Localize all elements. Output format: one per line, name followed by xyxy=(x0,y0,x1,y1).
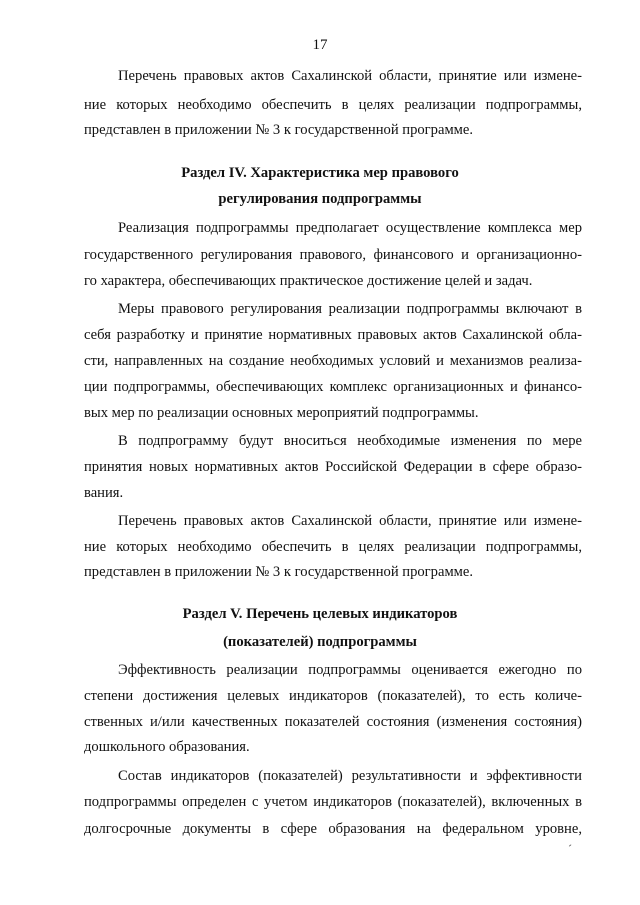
paragraph-5-line-1: Перечень правовых актов Сахалинской области, принятие или измене- xyxy=(118,513,582,529)
paragraph-3-line-4: ции подпрограммы, обеспечивающих комплекс организационных и финансо- xyxy=(84,379,582,395)
paragraph-3-line-5: вых мер по реализации основных мероприятий подпрограммы. xyxy=(84,405,479,421)
paragraph-6-line-1: Эффективность реализации подпрограммы оценивается ежегодно по xyxy=(118,662,582,678)
section-5-heading-line-2: (показателей) подпрограммы xyxy=(223,634,417,650)
paragraph-5-line-3: представлен в приложении № 3 к государственной программе. xyxy=(84,564,474,580)
paragraph-6-line-3: ственных и/или качественных показателей состояния (изменения состояния) xyxy=(84,714,582,730)
paragraph-1-line-2: ние которых необходимо обеспечить в целях реализации подпрограммы, xyxy=(84,97,582,113)
paragraph-4-line-2: принятия новых нормативных актов Российской Федерации в сфере образо- xyxy=(84,459,582,475)
section-4-heading-line-1: Раздел IV. Характеристика мер правового xyxy=(181,165,459,181)
paragraph-7-line-1: Состав индикаторов (показателей) результативности и эффективности xyxy=(118,768,582,784)
paragraph-7-line-3: долгосрочные документы в сфере образования на федеральном уровне, xyxy=(84,821,582,837)
paragraph-4-line-1: В подпрограмму будут вноситься необходимые изменения по мере xyxy=(118,433,582,449)
paragraph-3-line-1: Меры правового регулирования реализации подпрограммы включают в xyxy=(118,301,582,317)
paragraph-6-line-2: степени достижения целевых индикаторов (показателей), то есть количе- xyxy=(84,688,582,704)
paragraph-2-line-1: Реализация подпрограммы предполагает осуществление комплекса мер xyxy=(118,220,582,236)
paragraph-3-line-3: сти, направленных на создание необходимых условий и механизмов реализа- xyxy=(84,353,582,369)
paragraph-4-line-3: вания. xyxy=(84,485,124,501)
paragraph-7-line-2: подпрограммы определен с учетом индикаторов (показателей), включенных в xyxy=(84,794,582,810)
paragraph-6-line-4: дошкольного образования. xyxy=(84,739,250,755)
section-5-heading-line-1: Раздел V. Перечень целевых индикаторов xyxy=(182,606,458,622)
paragraph-5-line-2: ние которых необходимо обеспечить в целях реализации подпрограммы, xyxy=(84,539,582,555)
paragraph-1-line-1: Перечень правовых актов Сахалинской области, принятие или измене- xyxy=(118,68,582,84)
paragraph-2-line-2: государственного регулирования правового, финансового и организационно- xyxy=(84,247,582,263)
paragraph-2-line-3: го характера, обеспечивающих практическое достижение целей и задач. xyxy=(84,273,533,289)
section-4-heading-line-2: регулирования подпрограммы xyxy=(218,191,422,207)
page-number: 17 xyxy=(312,37,328,53)
paragraph-1-line-3: представлен в приложении № 3 к государственной программе. xyxy=(84,122,474,138)
paragraph-3-line-2: себя разработку и принятие нормативных правовых актов Сахалинской обла- xyxy=(84,327,582,343)
corner-mark: ˊ xyxy=(568,842,572,856)
